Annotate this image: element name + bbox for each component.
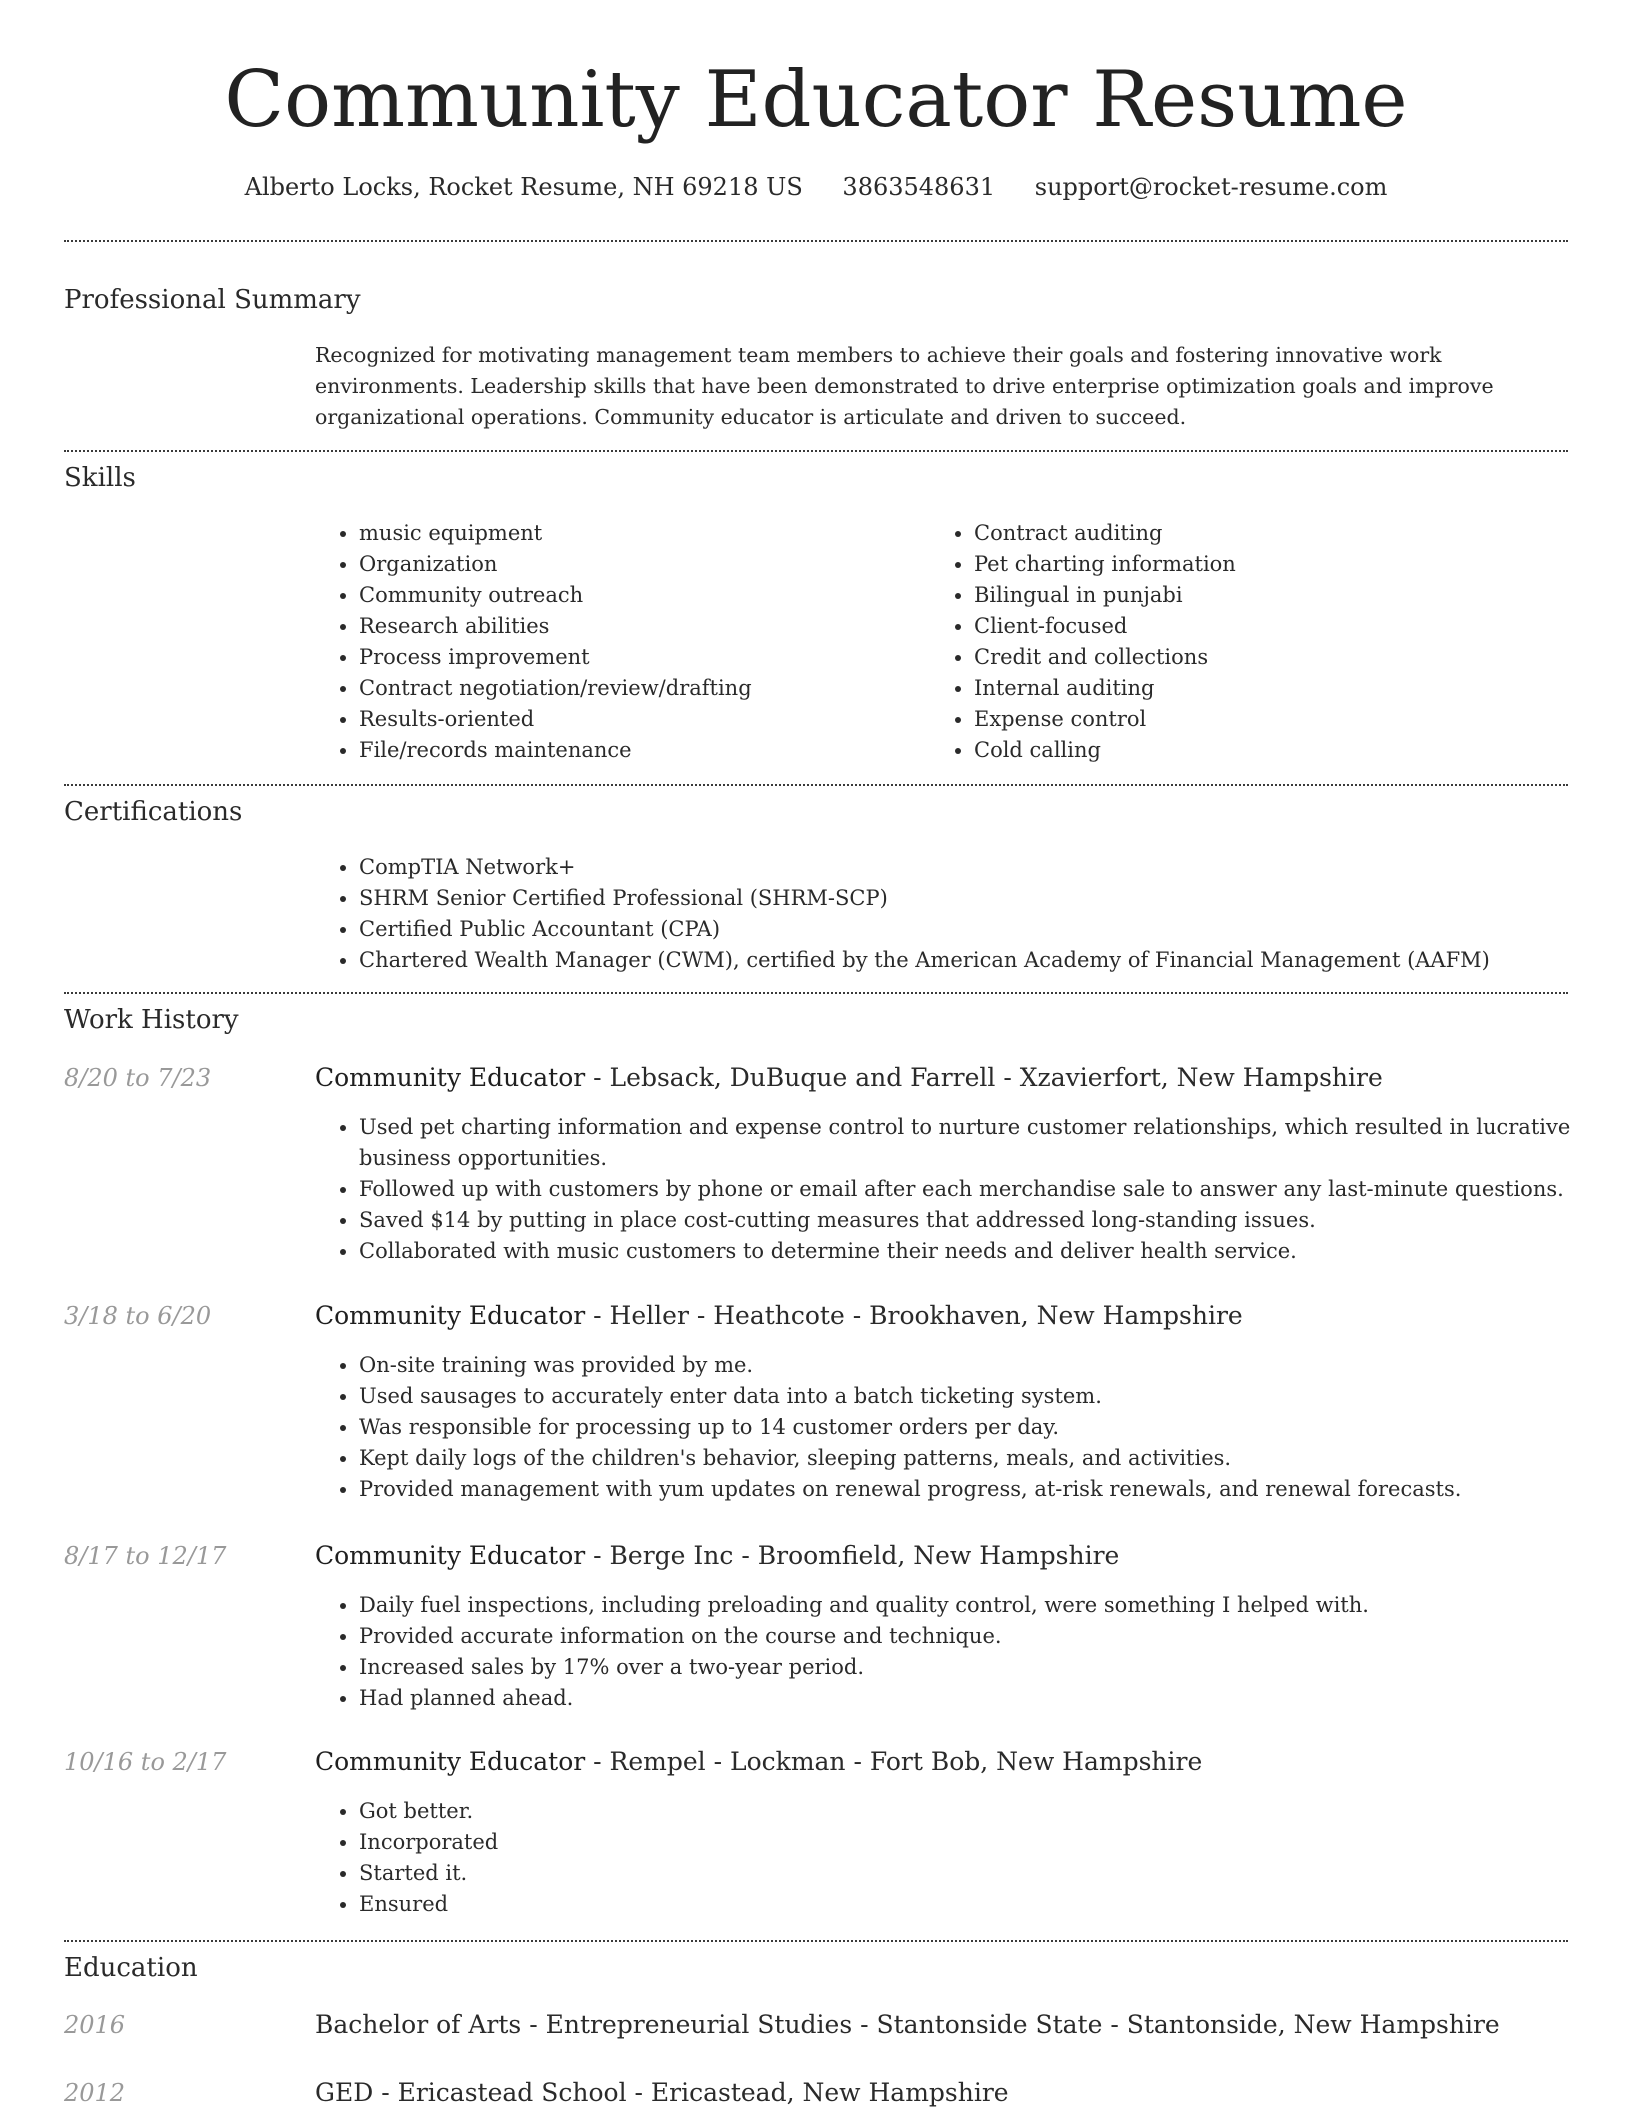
section-divider — [64, 784, 1568, 786]
section-divider — [64, 1940, 1568, 1942]
contact-address: Alberto Locks, Rocket Resume, NH 69218 US — [244, 173, 803, 201]
skill-item: • Client-focused — [974, 611, 1534, 642]
skill-item: • Process improvement — [359, 642, 919, 673]
contact-line — [0, 170, 1632, 204]
skill-item: • music equipment — [359, 518, 919, 549]
section-divider — [64, 992, 1568, 994]
job-dates: 10/16 to 2/17 — [64, 1748, 227, 1776]
job-dates: 3/18 to 6/20 — [64, 1302, 212, 1330]
job-role: Community Educator — [315, 1063, 586, 1092]
job-bullet: • Provided accurate information on the course and technique. — [359, 1621, 1574, 1652]
section-divider — [64, 450, 1568, 452]
job-role: Community Educator — [315, 1301, 586, 1330]
job-dates: 8/20 to 7/23 — [64, 1064, 212, 1092]
certification-item: • Certified Public Accountant (CPA) — [359, 914, 1599, 945]
job-bullet: • Used sausages to accurately enter data into a batch ticketing system. — [359, 1381, 1574, 1412]
job-bullet: • On-site training was provided by me. — [359, 1350, 1574, 1381]
job-bullet: • Got better. — [359, 1796, 1574, 1827]
skill-item: • Contract auditing — [974, 518, 1534, 549]
job-role: Community Educator — [315, 1541, 586, 1570]
job-employer: - Rempel - Lockman - Fort Bob, New Hampshire — [585, 1747, 1203, 1776]
skill-item: • Organization — [359, 549, 919, 580]
section-divider — [64, 240, 1568, 242]
skills-list-right — [930, 518, 1534, 766]
education-year: 2016 — [64, 2011, 126, 2039]
job-bullet: • Daily fuel inspections, including preloading and quality control, were something I helped with. — [359, 1590, 1574, 1621]
contact-phone: 3863548631 — [842, 173, 996, 201]
skill-item: • Research abilities — [359, 611, 919, 642]
job-employer: - Lebsack, DuBuque and Farrell - Xzavierfort, New Hampshire — [585, 1063, 1383, 1092]
job-employer: - Heller - Heathcote - Brookhaven, New Hampshire — [585, 1301, 1243, 1330]
job-heading — [315, 1061, 1383, 1095]
job-bullet: • Used pet charting information and expense control to nurture customer relationships, which resulted in lucrative business opportunities. — [359, 1112, 1574, 1174]
job-bullets — [315, 1796, 1574, 1920]
job-role: Community Educator — [315, 1747, 586, 1776]
job-bullets — [315, 1112, 1574, 1267]
skill-item: • Cold calling — [974, 735, 1534, 766]
job-bullets — [315, 1590, 1574, 1714]
summary-text: Recognized for motivating management team members to achieve their goals and fostering innovative work environments. Leadership skills that have been demonstrated to drive enterprise optimization goals and improve organizational operations. Community educator is articulate and driven to succeed. — [315, 343, 1494, 429]
job-heading — [315, 1745, 1202, 1779]
skill-item: • Credit and collections — [974, 642, 1534, 673]
job-bullet: • Had planned ahead. — [359, 1683, 1574, 1714]
job-bullet: • Increased sales by 17% over a two-year period. — [359, 1652, 1574, 1683]
education-entry: Bachelor of Arts - Entrepreneurial Studies - Stantonside State - Stantonside, New Hampshire — [315, 2010, 1500, 2039]
certification-item: • CompTIA Network+ — [359, 852, 1599, 883]
skill-item: • Expense control — [974, 704, 1534, 735]
education-heading: Education — [64, 1953, 198, 1983]
job-bullet: • Collaborated with music customers to determine their needs and deliver health service. — [359, 1236, 1574, 1267]
work-history-heading: Work History — [64, 1005, 239, 1035]
job-dates: 8/17 to 12/17 — [64, 1542, 227, 1570]
skill-item: • Pet charting information — [974, 549, 1534, 580]
certifications-list — [315, 852, 1599, 976]
skill-item: • Results-oriented — [359, 704, 919, 735]
certifications-heading: Certifications — [64, 797, 243, 827]
skill-item: • Community outreach — [359, 580, 919, 611]
resume-title: Community Educator Resume — [224, 55, 1408, 145]
job-bullet: • Incorporated — [359, 1827, 1574, 1858]
job-bullets — [315, 1350, 1574, 1505]
contact-email: support@rocket-resume.com — [1034, 173, 1388, 201]
job-bullet: • Started it. — [359, 1858, 1574, 1889]
skill-item: • Internal auditing — [974, 673, 1534, 704]
job-bullet: • Saved $14 by putting in place cost-cutting measures that addressed long-standing issues. — [359, 1205, 1574, 1236]
skill-item: • Contract negotiation/review/drafting — [359, 673, 919, 704]
job-heading — [315, 1539, 1119, 1573]
skills-list-left — [315, 518, 919, 766]
job-employer: - Berge Inc - Broomfield, New Hampshire — [585, 1541, 1120, 1570]
job-bullet: • Provided management with yum updates on renewal progress, at-risk renewals, and renewal forecasts. — [359, 1474, 1574, 1505]
job-bullet: • Followed up with customers by phone or email after each merchandise sale to answer any last-minute questions. — [359, 1174, 1574, 1205]
job-bullet: • Ensured — [359, 1889, 1574, 1920]
skill-item: • Bilingual in punjabi — [974, 580, 1534, 611]
skills-heading: Skills — [64, 463, 136, 493]
job-bullet: • Kept daily logs of the children's behavior, sleeping patterns, meals, and activities. — [359, 1443, 1574, 1474]
certification-item: • SHRM Senior Certified Professional (SHRM-SCP) — [359, 883, 1599, 914]
job-bullet: • Was responsible for processing up to 14 customer orders per day. — [359, 1412, 1574, 1443]
education-year: 2012 — [64, 2079, 126, 2107]
job-heading — [315, 1299, 1243, 1333]
skill-item: • File/records maintenance — [359, 735, 919, 766]
education-entry: GED - Ericastead School - Ericastead, New Hampshire — [315, 2078, 1009, 2107]
certification-item: • Chartered Wealth Manager (CWM), certified by the American Academy of Financial Management (AAFM) — [359, 945, 1599, 976]
summary-heading: Professional Summary — [64, 285, 361, 315]
